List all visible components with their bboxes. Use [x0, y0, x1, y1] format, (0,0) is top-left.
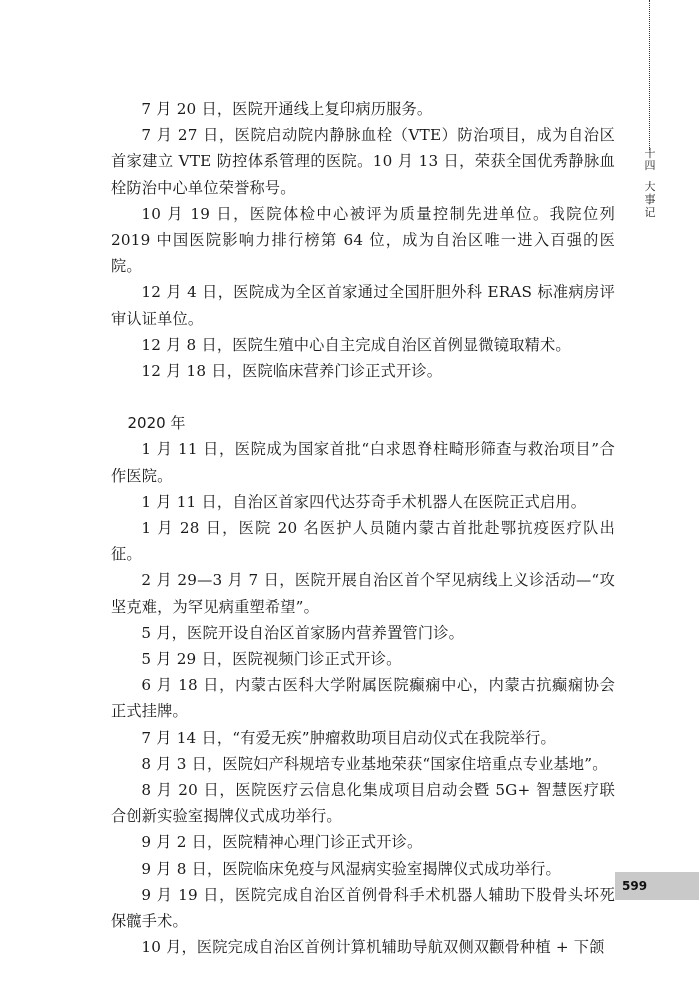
entry-paragraph: 5 月 29 日，医院视频门诊正式开诊。: [141, 650, 402, 669]
entry-paragraph: 7 月 20 日，医院开通线上复印病历服务。: [141, 100, 433, 118]
entry-paragraph: 12 月 4 日，医院成为全区首家通过全国肝胆外科 ERAS 标准病房评审认证单位。: [111, 283, 615, 328]
entry-paragraph: 6 月 18 日，内蒙古医科大学附属医院癫痫中心，内蒙古抗癫痫协会正式挂牌。: [111, 676, 615, 721]
entry-paragraph: 1 月 11 日，医院成为国家首批“白求恩脊柱畸形筛查与救治项目”合作医院。: [111, 440, 615, 485]
entry-paragraph: 2 月 29—3 月 7 日，医院开展自治区首个罕见病线上义诊活动—“攻坚克难，为罕见病重塑希望”。: [111, 571, 615, 616]
entry-paragraph: 7 月 27 日，医院启动院内静脉血栓（VTE）防治项目，成为自治区首家建立 VTE 防控体系管理的医院。10 月 13 日，荣获全国优秀静脉血栓防治中心单位荣誉称号。: [111, 126, 615, 197]
page-body: [111, 96, 615, 961]
entry-paragraph: 10 月 19 日，医院体检中心被评为质量控制先进单位。我院位列 2019 中国医院影响力排行榜第 64 位，成为自治区唯一进入百强的医院。: [111, 204, 615, 276]
entry-paragraph: 9 月 8 日，医院临床免疫与风湿病实验室揭牌仪式成功举行。: [141, 859, 561, 878]
entry-paragraph: 9 月 2 日，医院精神心理门诊正式开诊。: [141, 833, 423, 852]
chapter-number: 十四: [644, 147, 656, 172]
entry-paragraph: 9 月 19 日，医院完成自治区首例骨科手术机器人辅助下股骨头坏死保髋手术。: [111, 885, 615, 931]
year-heading: 2020 年: [127, 414, 186, 433]
entry-paragraph: 8 月 3 日，医院妇产科规培专业基地荣获“国家住培重点专业基地”。: [141, 754, 608, 773]
entry-paragraph: 10 月，医院完成自治区首例计算机辅助导航双侧双颧骨种植 + 下颌: [141, 938, 605, 957]
page-number: 599: [622, 879, 648, 893]
entry-paragraph: 1 月 28 日，医院 20 名医护人员随内蒙古首批赴鄂抗疫医疗队出征。: [111, 519, 615, 564]
entry-paragraph: 8 月 20 日，医院医疗云信息化集成项目启动会暨 5G+ 智慧医疗联合创新实验室揭牌仪式成功举行。: [111, 781, 615, 826]
entry-paragraph: 5 月，医院开设自治区首家肠内营养置管门诊。: [141, 623, 465, 642]
entry-paragraph: 12 月 18 日，医院临床营养门诊正式开诊。: [141, 362, 443, 381]
entry-paragraph: 12 月 8 日，医院生殖中心自主完成自治区首例显微镜取精术。: [141, 335, 571, 354]
margin-dotted-rule: [649, 0, 650, 150]
chapter-title: 大事记: [644, 180, 656, 219]
entry-paragraph: 1 月 11 日，自治区首家四代达芬奇手术机器人在医院正式启用。: [141, 492, 587, 511]
entry-paragraph: 7 月 14 日，“有爱无疾”肿瘤救助项目启动仪式在我院举行。: [141, 728, 556, 747]
